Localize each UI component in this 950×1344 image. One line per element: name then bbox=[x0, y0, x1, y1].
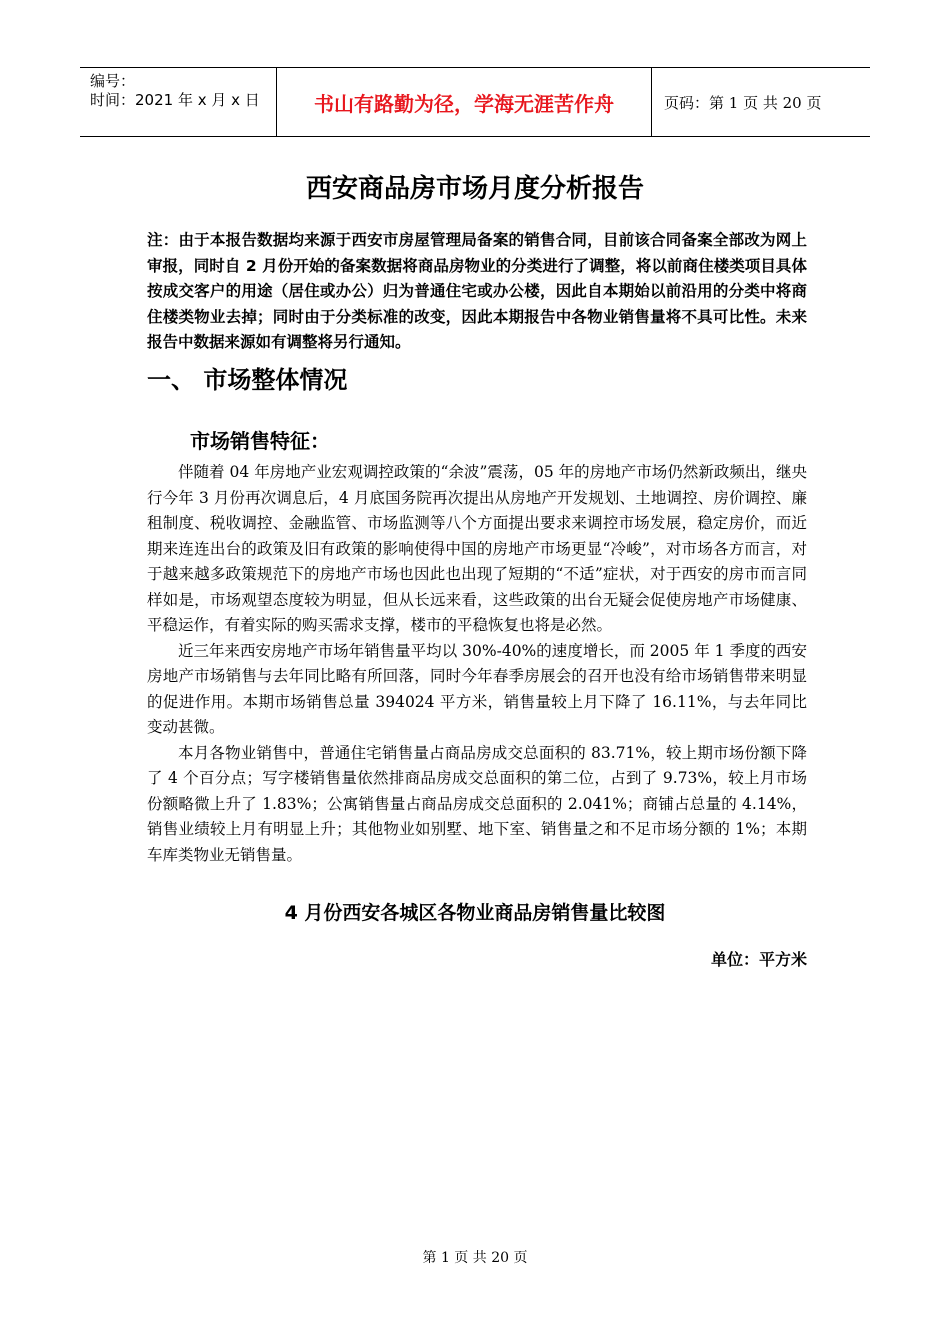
document-date: 时间：2021 年 x 月 x 日 bbox=[90, 91, 260, 109]
section-heading-1: 一、 市场整体情况 bbox=[147, 366, 348, 394]
page-footer: 第 1 页 共 20 页 bbox=[422, 1250, 528, 1266]
header-page-info: 页码：第 1 页 共 20 页 bbox=[664, 93, 822, 112]
report-note: 注：由于本报告数据均来源于西安市房屋管理局备案的销售合同，目前该合同备案全部改为网上审报，同时自 2 月份开始的备案数据将商品房物业的分类进行了调整，将以前商住楼类项目具体按成交客户的用途（居住或办公）归为普通住宅或办公楼，因此自本期始以前沿用的分类中将商住楼类物业去掉；同时由于分类标准的改变，因此本期报告中各物业销售量将不具可比性。未来报告中数据来源如有调整将另行通知。 bbox=[147, 231, 807, 351]
document-number-label: 编号： bbox=[90, 72, 136, 90]
unit-label: 单位：平方米 bbox=[710, 950, 807, 969]
header-table bbox=[80, 67, 870, 137]
chart-title: 4 月份西安各城区各物业商品房销售量比较图 bbox=[284, 902, 666, 924]
header-left-cell bbox=[80, 68, 277, 136]
subsection-heading: 市场销售特征： bbox=[190, 429, 330, 453]
paragraph-3: 本月各物业销售中，普通住宅销售量占商品房成交总面积的 83.71%，较上期市场份额下降了 4 个百分点；写字楼销售量依然排商品房成交总面积的第二位，占到了 9.73%，较上月市场份额略微上升了 1.83%；公寓销售量占商品房成交总面积的 2.041%；商铺占总量的 4.14%，销售业绩较上月有明显上升；其他物业如别墅、地下室、销售量之和不足市场分额的 1%；本期车库类物业无销售量。 bbox=[147, 743, 807, 864]
document-title: 西安商品房市场月度分析报告 bbox=[305, 174, 644, 204]
paragraph-1: 伴随着 04 年房地产业宏观调控政策的“余波”震荡，05 年的房地产市场仍然新政频出，继央行今年 3 月份再次调息后，4 月底国务院再次提出从房地产开发规划、土地调控、房价调控、廉租制度、税收调控、金融监管、市场监测等八个方面提出要求来调控市场发展，稳定房价，而近期来连连出台的政策及旧有政策的影响使得中国的房地产市场更显“冷峻”，对市场各方而言，对于越来越多政策规范下的房地产市场也因此也出现了短期的“不适”症状，对于西安的房市而言同样如是，市场观望态度较为明显，但从长远来看，这些政策的出台无疑会促使房地产市场健康、平稳运作，有着实际的购买需求支撑，楼市的平稳恢复也将是必然。 bbox=[147, 463, 807, 634]
paragraph-2: 近三年来西安房地产市场年销售量平均以 30%-40%的速度增长，而 2005 年 1 季度的西安房地产市场销售与去年同比略有所回落，同时今年春季房展会的召开也没有给市场销售带来明显的促进作用。本期市场销售总量 394024 平方米，销售量较上月下降了 16.11%，与去年同比变动甚微。 bbox=[147, 641, 807, 736]
body-text bbox=[147, 460, 807, 868]
header-motto: 书山有路勤为径，学海无涯苦作舟 bbox=[277, 68, 652, 136]
